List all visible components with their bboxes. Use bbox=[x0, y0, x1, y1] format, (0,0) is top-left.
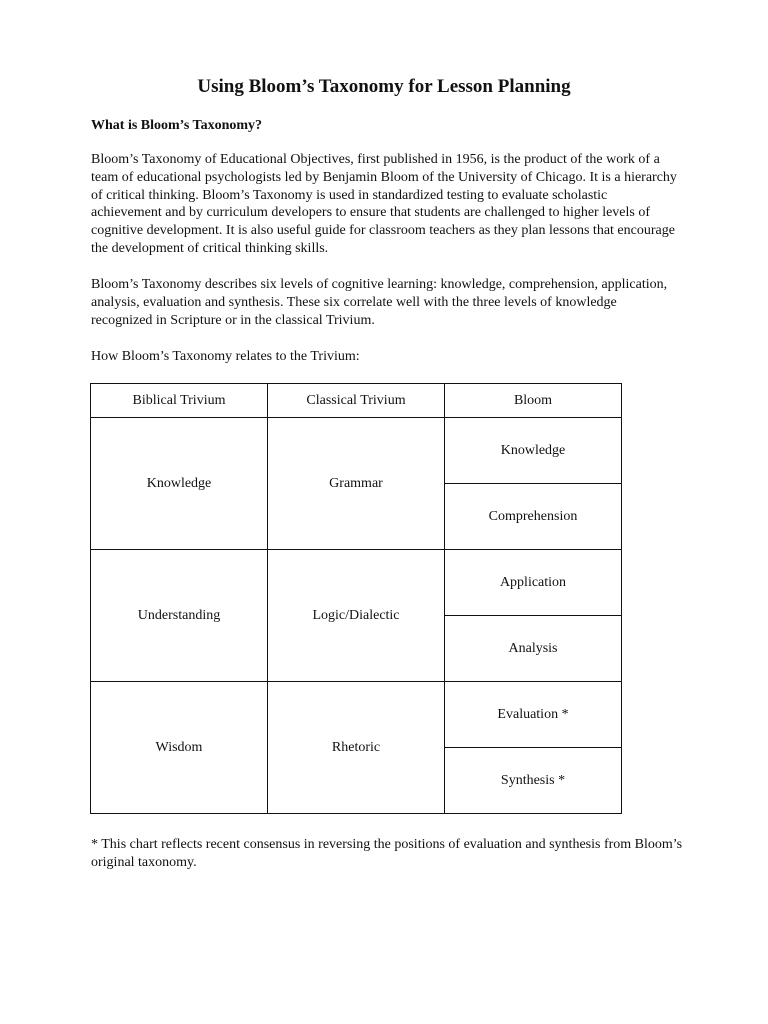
bloom-cell: Comprehension bbox=[445, 484, 622, 550]
biblical-cell: Knowledge bbox=[91, 418, 268, 550]
classical-cell: Logic/Dialectic bbox=[268, 550, 445, 682]
bloom-cell: Application bbox=[445, 550, 622, 616]
section-heading: What is Bloom’s Taxonomy? bbox=[91, 118, 263, 133]
paragraph-intro: Bloom’s Taxonomy of Educational Objectives, first published in 1956, is the product of the work of a team of educational psychologists led by Benjamin Bloom of the University of Chicago. It is a hierarchy of critical thinking. Bloom’s Taxonomy is used in standardized testing to evaluate scholastic achievement and by curriculum developers to ensure that students are challenged to higher levels of cognitive development. It is also useful guide for classroom teachers as they plan lessons that encourage the development of critical thinking skills. bbox=[91, 152, 677, 256]
biblical-cell: Understanding bbox=[91, 550, 268, 682]
paragraph-table-intro: How Bloom’s Taxonomy relates to the Trivium: bbox=[91, 349, 360, 364]
table-row bbox=[91, 550, 622, 616]
table-row bbox=[91, 682, 622, 748]
header-bloom: Bloom bbox=[445, 384, 622, 418]
classical-cell: Rhetoric bbox=[268, 682, 445, 814]
trivium-table bbox=[90, 383, 622, 814]
page-title: Using Bloom’s Taxonomy for Lesson Planning bbox=[197, 76, 571, 97]
bloom-cell: Synthesis * bbox=[445, 748, 622, 814]
header-classical-trivium: Classical Trivium bbox=[268, 384, 445, 418]
table-header-row bbox=[91, 384, 622, 418]
header-biblical-trivium: Biblical Trivium bbox=[91, 384, 268, 418]
paragraph-levels: Bloom’s Taxonomy describes six levels of cognitive learning: knowledge, comprehension, application, analysis, evaluation and synthesis. These six correlate well with the three levels of knowledge recognized in Scripture or in the classical Trivium. bbox=[91, 277, 668, 328]
bloom-cell: Analysis bbox=[445, 616, 622, 682]
bloom-cell: Evaluation * bbox=[445, 682, 622, 748]
bloom-cell: Knowledge bbox=[445, 418, 622, 484]
footnote: * This chart reflects recent consensus in reversing the positions of evaluation and synthesis from Bloom’s original taxonomy. bbox=[91, 837, 683, 870]
classical-cell: Grammar bbox=[268, 418, 445, 550]
biblical-cell: Wisdom bbox=[91, 682, 268, 814]
table-row bbox=[91, 418, 622, 484]
